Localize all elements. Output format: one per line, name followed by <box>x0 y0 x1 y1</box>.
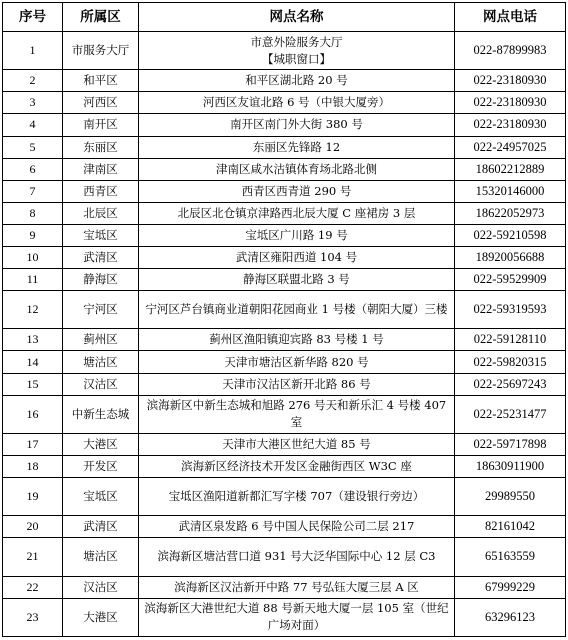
phone-cell: 022-23180930 <box>455 70 566 92</box>
district-cell: 静海区 <box>63 269 139 291</box>
district-cell: 宁河区 <box>63 291 139 329</box>
district-cell: 南开区 <box>63 114 139 136</box>
outlet-name-cell: 河西区友谊北路 6 号（中银大厦旁） <box>139 92 455 114</box>
table-row <box>3 329 566 351</box>
outlet-name-cell: 滨海新区中新生态城和旭路 276 号天和新乐汇 4 号楼 407 室 <box>139 395 455 433</box>
outlet-name-cell: 武清区泉发路 6 号中国人民保险公司二层 217 <box>139 516 455 538</box>
row-number: 10 <box>3 246 63 268</box>
table-row <box>3 351 566 373</box>
row-number: 23 <box>3 598 63 636</box>
row-number: 13 <box>3 329 63 351</box>
row-number: 14 <box>3 351 63 373</box>
phone-cell: 63296123 <box>455 598 566 636</box>
row-number: 5 <box>3 136 63 158</box>
row-number: 4 <box>3 114 63 136</box>
district-cell: 武清区 <box>63 516 139 538</box>
phone-cell: 65163559 <box>455 538 566 576</box>
district-cell: 津南区 <box>63 158 139 180</box>
row-number: 9 <box>3 224 63 246</box>
service-outlets-table <box>2 2 566 637</box>
table-row <box>3 598 566 636</box>
outlet-name-cell: 和平区湖北路 20 号 <box>139 70 455 92</box>
outlet-name-cell: 北辰区北仓镇京津路西北辰大厦 C 座裙房 3 层 <box>139 202 455 224</box>
table-row <box>3 92 566 114</box>
district-cell: 宝坻区 <box>63 478 139 516</box>
header-district: 所属区 <box>63 3 139 32</box>
district-cell: 北辰区 <box>63 202 139 224</box>
district-cell: 和平区 <box>63 70 139 92</box>
district-cell: 武清区 <box>63 246 139 268</box>
outlet-name-cell: 西青区西青道 290 号 <box>139 180 455 202</box>
outlet-name-cell: 滨海新区大港世纪大道 88 号新天地大厦一层 105 室（世纪广场对面） <box>139 598 455 636</box>
table-row <box>3 180 566 202</box>
row-number: 15 <box>3 373 63 395</box>
row-number: 19 <box>3 478 63 516</box>
district-cell: 东丽区 <box>63 136 139 158</box>
district-cell: 大港区 <box>63 598 139 636</box>
phone-cell: 022-59717898 <box>455 433 566 455</box>
phone-cell: 022-25231477 <box>455 395 566 433</box>
table-row <box>3 158 566 180</box>
district-cell: 宝坻区 <box>63 224 139 246</box>
table-row <box>3 269 566 291</box>
header-outlet-name: 网点名称 <box>139 3 455 32</box>
phone-cell: 022-59128110 <box>455 329 566 351</box>
phone-cell: 82161042 <box>455 516 566 538</box>
district-cell: 河西区 <box>63 92 139 114</box>
outlet-name-cell: 宝坻区广川路 19 号 <box>139 224 455 246</box>
header-phone: 网点电话 <box>455 3 566 32</box>
row-number: 11 <box>3 269 63 291</box>
row-number: 17 <box>3 433 63 455</box>
row-number: 18 <box>3 455 63 477</box>
table-row <box>3 478 566 516</box>
outlet-name-cell: 静海区联盟北路 3 号 <box>139 269 455 291</box>
row-number: 12 <box>3 291 63 329</box>
outlet-name-cell: 南开区南门外大街 380 号 <box>139 114 455 136</box>
table-row <box>3 576 566 598</box>
table-row <box>3 373 566 395</box>
phone-cell: 022-87899983 <box>455 32 566 70</box>
row-number: 20 <box>3 516 63 538</box>
phone-cell: 022-23180930 <box>455 92 566 114</box>
table-row <box>3 516 566 538</box>
district-cell: 汉沽区 <box>63 576 139 598</box>
table-header-row <box>3 3 566 32</box>
table-row <box>3 246 566 268</box>
row-number: 16 <box>3 395 63 433</box>
table-row <box>3 455 566 477</box>
district-cell: 大港区 <box>63 433 139 455</box>
district-cell: 中新生态城 <box>63 395 139 433</box>
phone-cell: 18622052973 <box>455 202 566 224</box>
phone-cell: 67999229 <box>455 576 566 598</box>
table-row <box>3 202 566 224</box>
phone-cell: 022-59210598 <box>455 224 566 246</box>
phone-cell: 18920056688 <box>455 246 566 268</box>
phone-cell: 18630911900 <box>455 455 566 477</box>
district-cell: 开发区 <box>63 455 139 477</box>
phone-cell: 022-59319593 <box>455 291 566 329</box>
district-cell: 汉沽区 <box>63 373 139 395</box>
row-number: 22 <box>3 576 63 598</box>
row-number: 2 <box>3 70 63 92</box>
district-cell: 西青区 <box>63 180 139 202</box>
table-row <box>3 114 566 136</box>
outlet-name-cell: 滨海新区经济技术开发区金融街西区 W3C 座 <box>139 455 455 477</box>
outlet-name-cell: 武清区雍阳西道 104 号 <box>139 246 455 268</box>
district-cell: 塘沽区 <box>63 351 139 373</box>
outlet-name-cell: 津南区咸水沽镇体育场北路北侧 <box>139 158 455 180</box>
district-cell: 塘沽区 <box>63 538 139 576</box>
district-cell: 市服务大厅 <box>63 32 139 70</box>
phone-cell: 022-59529909 <box>455 269 566 291</box>
row-number: 21 <box>3 538 63 576</box>
outlet-name-cell: 天津市汉沽区新开北路 86 号 <box>139 373 455 395</box>
table-row <box>3 395 566 433</box>
outlet-name-cell: 市意外险服务大厅 【城职窗口】 <box>139 32 455 70</box>
row-number: 1 <box>3 32 63 70</box>
outlet-name-cell: 蓟州区渔阳镇迎宾路 83 号楼 1 号 <box>139 329 455 351</box>
table-row <box>3 291 566 329</box>
phone-cell: 29989550 <box>455 478 566 516</box>
district-cell: 蓟州区 <box>63 329 139 351</box>
outlet-name-cell: 天津市塘沽区新华路 820 号 <box>139 351 455 373</box>
table-body <box>3 32 566 637</box>
table-row <box>3 433 566 455</box>
table-row <box>3 538 566 576</box>
table-row <box>3 136 566 158</box>
outlet-name-cell: 天津市大港区世纪大道 85 号 <box>139 433 455 455</box>
outlet-name-cell: 东丽区先锋路 12 <box>139 136 455 158</box>
row-number: 6 <box>3 158 63 180</box>
phone-cell: 15320146000 <box>455 180 566 202</box>
table-row <box>3 70 566 92</box>
outlet-name-cell: 滨海新区汉沽新开中路 77 号弘钰大厦三层 A 区 <box>139 576 455 598</box>
phone-cell: 022-23180930 <box>455 114 566 136</box>
row-number: 3 <box>3 92 63 114</box>
phone-cell: 18602212889 <box>455 158 566 180</box>
row-number: 8 <box>3 202 63 224</box>
phone-cell: 022-24957025 <box>455 136 566 158</box>
outlet-name-cell: 宝坻区渔阳道新都汇写字楼 707（建设银行旁边） <box>139 478 455 516</box>
phone-cell: 022-25697243 <box>455 373 566 395</box>
table-row <box>3 224 566 246</box>
outlet-name-cell: 滨海新区塘沽营口道 931 号大泛华国际中心 12 层 C3 <box>139 538 455 576</box>
header-no: 序号 <box>3 3 63 32</box>
phone-cell: 022-59820315 <box>455 351 566 373</box>
outlet-name-cell: 宁河区芦台镇商业道朝阳花园商业 1 号楼（朝阳大厦）三楼 <box>139 291 455 329</box>
table-row <box>3 32 566 70</box>
row-number: 7 <box>3 180 63 202</box>
